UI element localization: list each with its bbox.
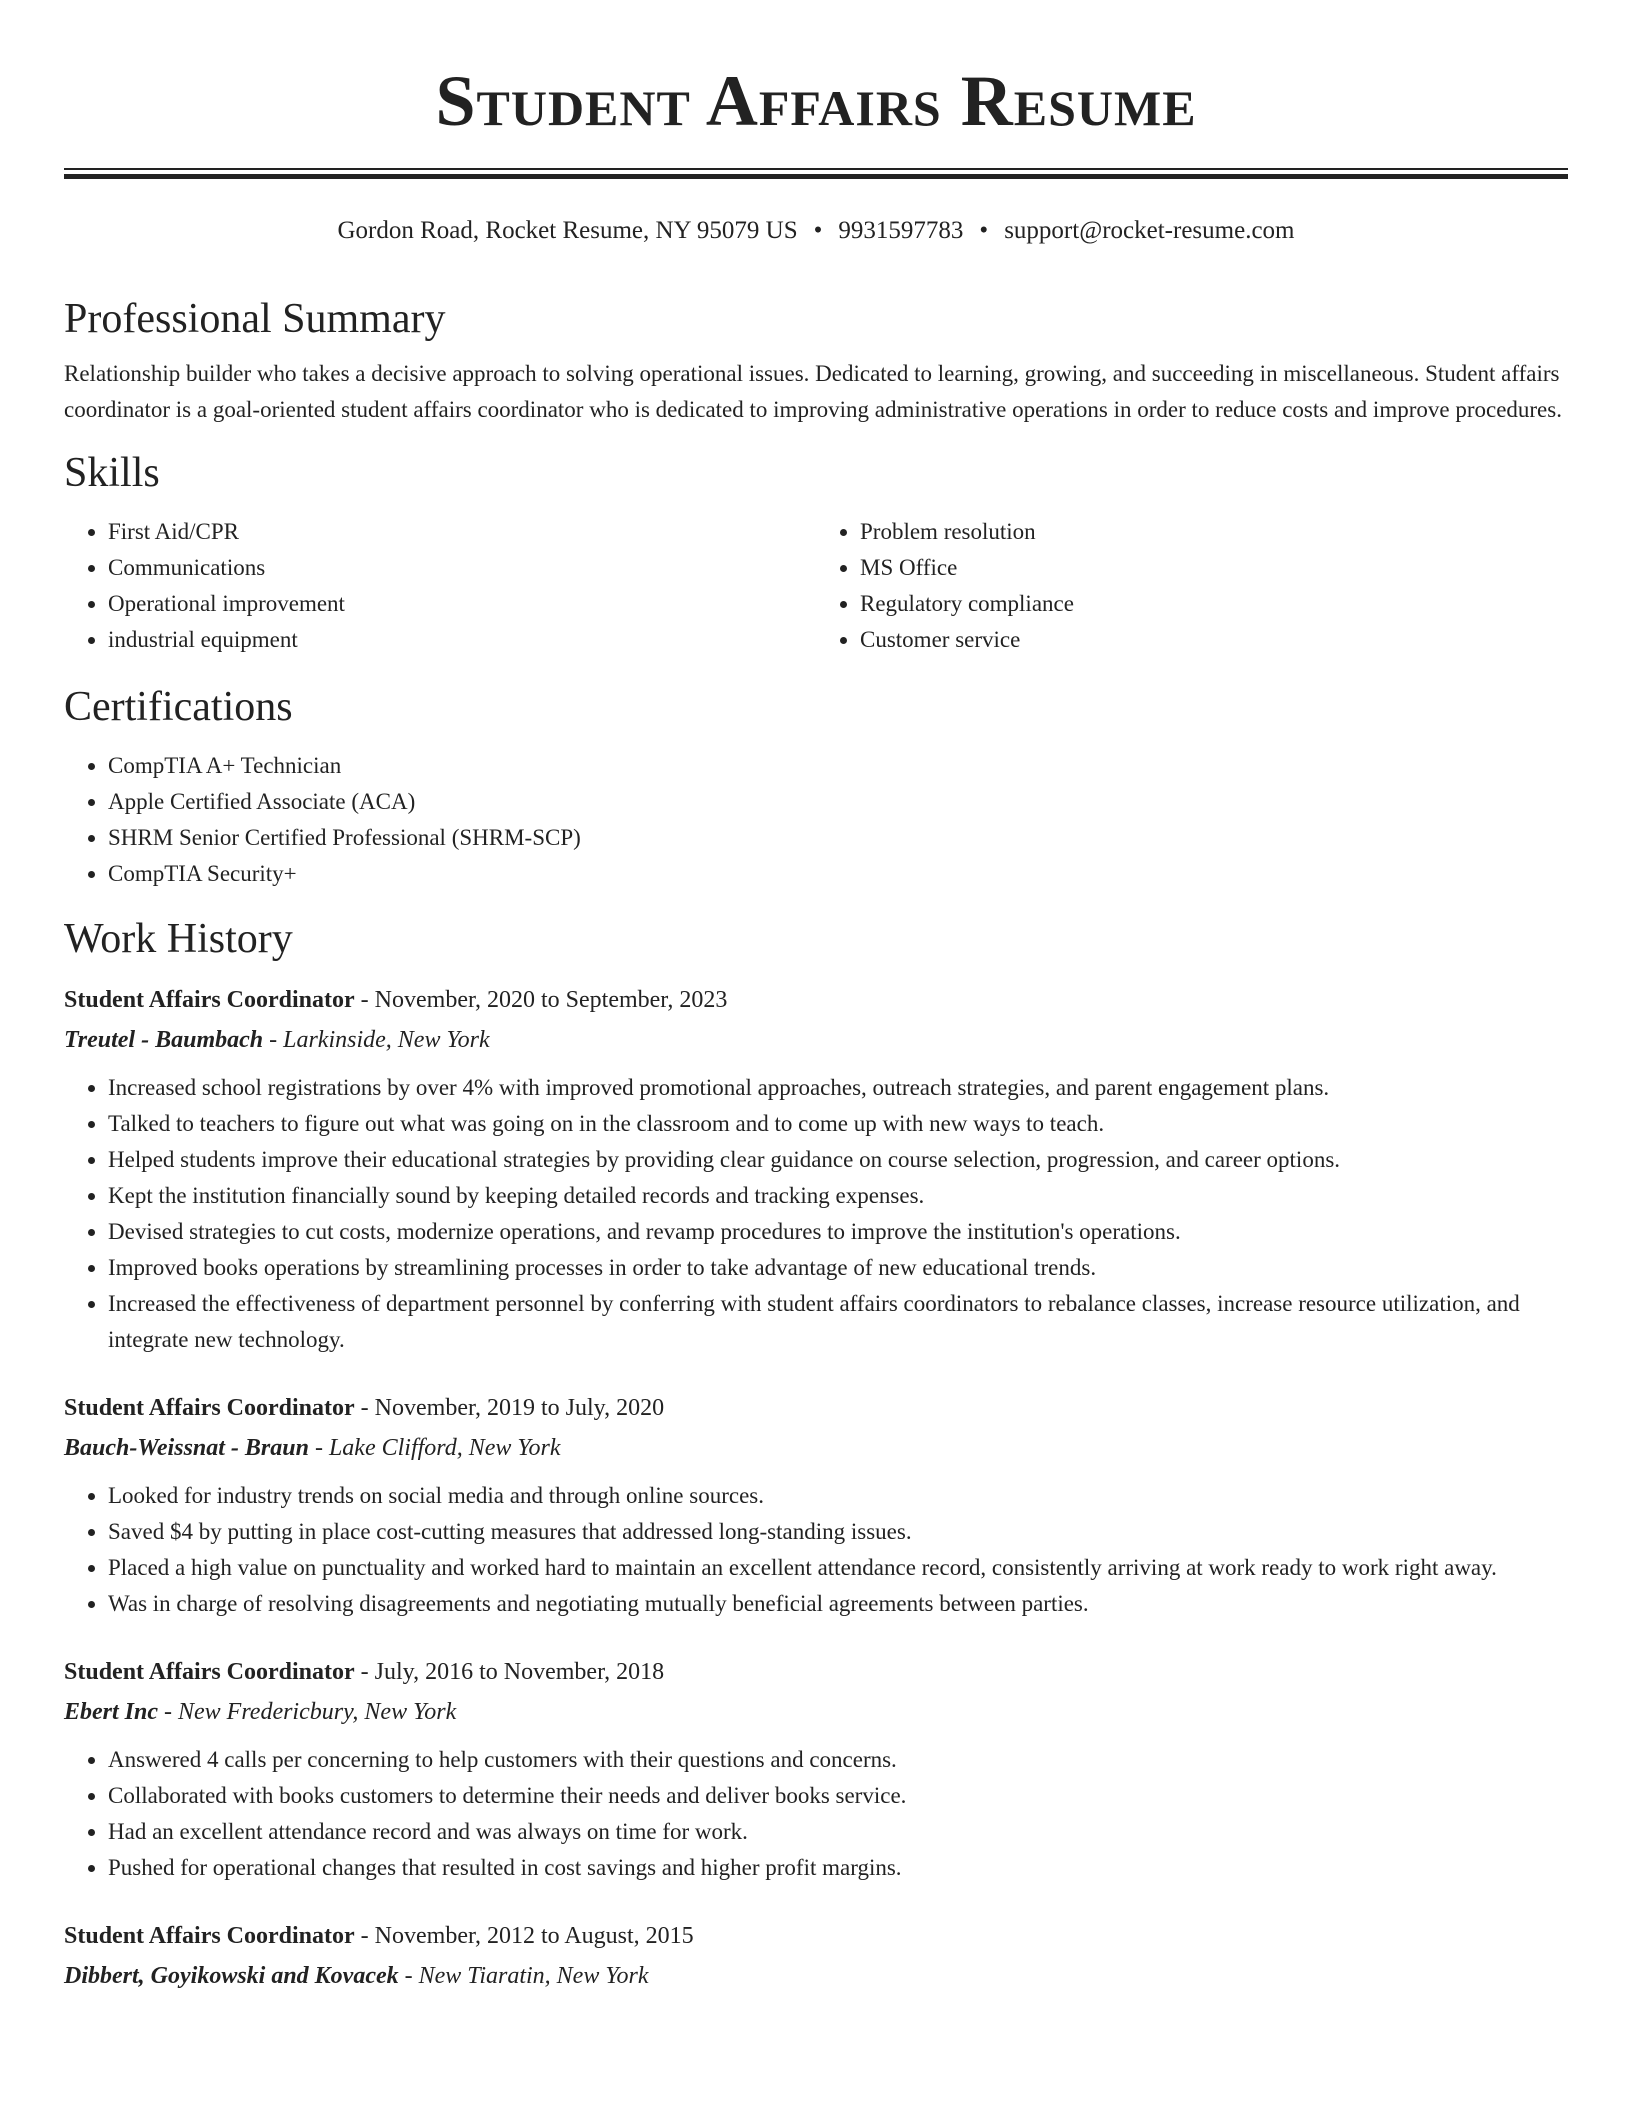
skill-item: • Problem resolution [860, 514, 1568, 550]
job-bullet: • Collaborated with books customers to determine their needs and deliver books service. [108, 1778, 1568, 1814]
contact-address: Gordon Road, Rocket Resume, NY 95079 US [337, 217, 798, 244]
job-header [64, 980, 1568, 1020]
job-dates: - November, 2020 to September, 2023 [354, 987, 728, 1013]
job-dates: - November, 2019 to July, 2020 [354, 1395, 665, 1421]
job-bullet: • Saved $4 by putting in place cost-cutting measures that addressed long-standing issues. [108, 1514, 1568, 1550]
certification-item: • CompTIA A+ Technician [108, 748, 1568, 784]
job-title: Student Affairs Coordinator [64, 1659, 355, 1685]
job-company: Bauch-Weissnat - Braun [64, 1435, 309, 1461]
skill-item: • Operational improvement [108, 586, 816, 622]
job-bullet: • Placed a high value on punctuality and worked hard to maintain an excellent attendance record, consistently arriving at work ready to work right away. [108, 1550, 1568, 1586]
job-bullet: • Increased the effectiveness of department personnel by conferring with student affairs coordinators to rebalance classes, increase resource utilization, and integrate new technology. [108, 1286, 1568, 1358]
job-header [64, 1652, 1568, 1692]
job-dates: - July, 2016 to November, 2018 [354, 1659, 665, 1685]
skills-list-left [64, 514, 816, 658]
summary-section [64, 286, 1568, 428]
job-bullet: • Increased school registrations by over 4% with improved promotional approaches, outreach strategies, and parent engagement plans. [108, 1070, 1568, 1106]
skill-item: • Customer service [860, 622, 1568, 658]
job-bullet: • Devised strategies to cut costs, modernize operations, and revamp procedures to improve the institution's operations. [108, 1214, 1568, 1250]
job-bullet: • Kept the institution financially sound by keeping detailed records and tracking expenses. [108, 1178, 1568, 1214]
certifications-list [64, 748, 1568, 892]
job-company: Treutel - Baumbach [64, 1027, 264, 1053]
certification-item: • Apple Certified Associate (ACA) [108, 784, 1568, 820]
summary-text: Relationship builder who takes a decisive approach to solving operational issues. Dedicated to learning, growing, and succeeding in miscellaneous. Student affairs coordinator is a goal-oriented student affairs coordinator who is dedicated to improving administrative operations in order to reduce costs and improve procedures. [64, 361, 1562, 422]
skill-item: • First Aid/CPR [108, 514, 816, 550]
job-entry [64, 1916, 1568, 1996]
certification-item: • SHRM Senior Certified Professional (SHRM-SCP) [108, 820, 1568, 856]
job-bullet: • Talked to teachers to figure out what was going on in the classroom and to come up with new ways to teach. [108, 1106, 1568, 1142]
job-bullets [64, 1070, 1568, 1358]
job-entry [64, 1652, 1568, 1886]
job-bullet: • Looked for industry trends on social media and through online sources. [108, 1478, 1568, 1514]
certifications-section [64, 674, 1568, 892]
job-employer [64, 1692, 1568, 1732]
job-employer [64, 1956, 1568, 1996]
job-bullet: • Pushed for operational changes that resulted in cost savings and higher profit margins. [108, 1850, 1568, 1886]
job-company: Dibbert, Goyikowski and Kovacek [64, 1963, 399, 1989]
job-entry [64, 980, 1568, 1358]
work-history-section [64, 906, 1568, 1996]
skill-item: • Regulatory compliance [860, 586, 1568, 622]
job-employer [64, 1428, 1568, 1468]
contact-phone: 9931597783 [838, 217, 964, 244]
work-history-heading: Work History [64, 916, 293, 962]
job-location: - New Tiaratin, New York [398, 1963, 649, 1989]
contact-line [0, 214, 1632, 248]
title-rule-thick [64, 174, 1568, 179]
job-title: Student Affairs Coordinator [64, 1395, 355, 1421]
contact-separator: • [979, 217, 989, 244]
title-rule-thin [64, 168, 1568, 170]
job-bullet: • Answered 4 calls per concerning to help customers with their questions and concerns. [108, 1742, 1568, 1778]
resume-content [64, 286, 1568, 1996]
job-header [64, 1388, 1568, 1428]
certifications-heading: Certifications [64, 684, 293, 730]
summary-heading: Professional Summary [64, 296, 446, 342]
job-title: Student Affairs Coordinator [64, 987, 355, 1013]
job-location: - Larkinside, New York [263, 1027, 490, 1053]
skills-columns [64, 514, 1568, 658]
job-bullet: • Improved books operations by streamlining processes in order to take advantage of new educational trends. [108, 1250, 1568, 1286]
job-bullets [64, 1742, 1568, 1886]
skills-section [64, 440, 1568, 658]
job-title: Student Affairs Coordinator [64, 1923, 355, 1949]
certification-item: • CompTIA Security+ [108, 856, 1568, 892]
job-employer [64, 1020, 1568, 1060]
job-bullet: • Helped students improve their educational strategies by providing clear guidance on course selection, progression, and career options. [108, 1142, 1568, 1178]
skill-item: • Communications [108, 550, 816, 586]
skill-item: • industrial equipment [108, 622, 816, 658]
skill-item: • MS Office [860, 550, 1568, 586]
job-dates: - November, 2012 to August, 2015 [354, 1923, 694, 1949]
job-location: - Lake Clifford, New York [308, 1435, 561, 1461]
job-bullets [64, 1478, 1568, 1622]
contact-email: support@rocket-resume.com [1004, 217, 1295, 244]
page-title: Student Affairs Resume [435, 61, 1197, 141]
contact-separator: • [813, 217, 823, 244]
job-header [64, 1916, 1568, 1956]
job-entry [64, 1388, 1568, 1622]
job-bullet: • Had an excellent attendance record and was always on time for work. [108, 1814, 1568, 1850]
skills-heading: Skills [64, 450, 160, 496]
job-location: - New Fredericbury, New York [158, 1699, 457, 1725]
job-company: Ebert Inc [64, 1699, 159, 1725]
skills-list-right [816, 514, 1568, 658]
job-bullet: • Was in charge of resolving disagreements and negotiating mutually beneficial agreements between parties. [108, 1586, 1568, 1622]
